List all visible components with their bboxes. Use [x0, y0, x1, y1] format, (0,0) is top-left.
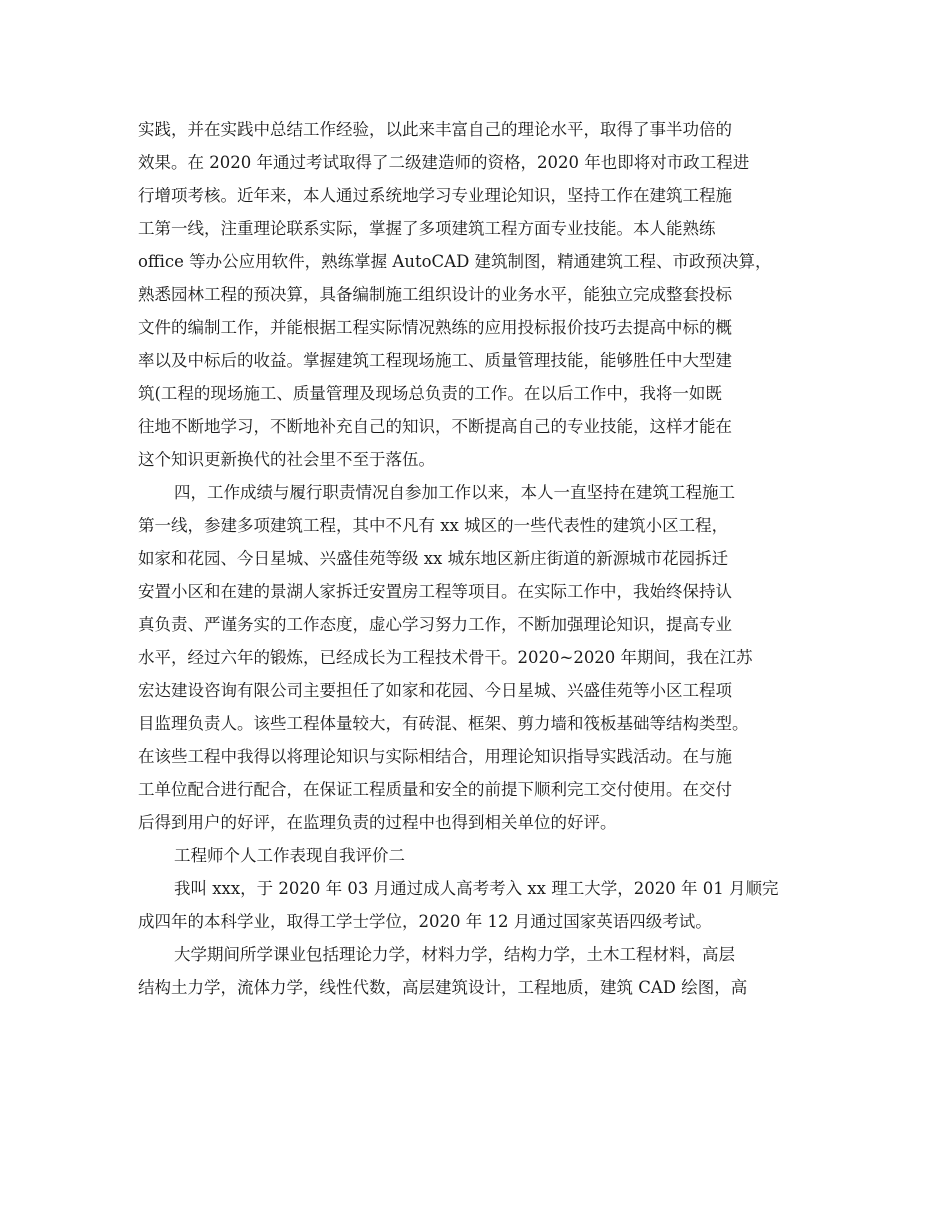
text-line: 率以及中标后的收益。掌握建筑工程现场施工、质量管理技能，能够胜任中大型建 — [138, 351, 732, 370]
text-line: 行增项考核。近年来，本人通过系统地学习专业理论知识，坚持工作在建筑工程施 — [138, 186, 732, 205]
text-line: 如家和花园、今日星城、兴盛佳苑等级 xx 城东地区新庄街道的新源城市花园拆迁 — [138, 549, 729, 568]
text-line: 工单位配合进行配合，在保证工程质量和安全的前提下顺利完工交付使用。在交付 — [138, 780, 732, 799]
text-line: 工第一线，注重理论联系实际，掌握了多项建筑工程方面专业技能。本人能熟练 — [138, 219, 716, 238]
text-line: 这个知识更新换代的社会里不至于落伍。 — [138, 450, 435, 469]
text-line: office 等办公应用软件，熟练掌握 AutoCAD 建筑制图，精通建筑工程、市政预决算， — [138, 252, 772, 271]
text-line: 真负责、严谨务实的工作态度，虚心学习努力工作，不断加强理论知识，提高专业 — [138, 615, 732, 634]
text-line: 文件的编制工作，并能根据工程实际情况熟练的应用投标报价技巧去提高中标的概 — [138, 318, 732, 337]
text-line: 成四年的本科学业，取得工学士学位，2020 年 12 月通过国家英语四级考试。 — [138, 912, 712, 931]
text-line: 安置小区和在建的景湖人家拆迁安置房工程等项目。在实际工作中，我始终保持认 — [138, 582, 732, 601]
text-line: 水平，经过六年的锻炼，已经成长为工程技术骨干。2020~2020 年期间，我在江苏 — [138, 648, 753, 667]
text-line: 往地不断地学习，不断地补充自己的知识，不断提高自己的专业技能，这样才能在 — [138, 417, 732, 436]
text-line: 筑(工程的现场施工、质量管理及现场总负责的工作。在以后工作中，我将一如既 — [138, 384, 722, 403]
text-line: 目监理负责人。该些工程体量较大，有砖混、框架、剪力墙和筏板基础等结构类型。 — [138, 714, 749, 733]
text-line: 效果。在 2020 年通过考试取得了二级建造师的资格，2020 年也即将对市政工程进 — [138, 153, 750, 172]
text-line: 宏达建设咨询有限公司主要担任了如家和花园、今日星城、兴盛佳苑等小区工程项 — [138, 681, 732, 700]
text-line: 实践，并在实践中总结工作经验，以此来丰富自己的理论水平，取得了事半功倍的 — [138, 120, 732, 139]
text-line: 后得到用户的好评，在监理负责的过程中也得到相关单位的好评。 — [138, 813, 617, 832]
text-line: 结构土力学，流体力学，线性代数，高层建筑设计，工程地质，建筑 CAD 绘图，高 — [138, 978, 748, 997]
text-line: 第一线，参建多项建筑工程，其中不凡有 xx 城区的一些代表性的建筑小区工程， — [138, 516, 729, 535]
section-heading: 工程师个人工作表现自我评价二 — [174, 846, 405, 865]
paragraph-first-line: 大学期间所学课业包括理论力学，材料力学，结构力学，土木工程材料，高层 — [174, 945, 735, 964]
paragraph-first-line: 我叫 xxx，于 2020 年 03 月通过成人高考考入 xx 理工大学，2020 年 01 月顺完 — [174, 879, 779, 898]
text-line: 在该些工程中我得以将理论知识与实际相结合，用理论知识指导实践活动。在与施 — [138, 747, 732, 766]
paragraph-first-line: 四，工作成绩与履行职责情况自参加工作以来，本人一直坚持在建筑工程施工 — [174, 483, 735, 502]
text-line: 熟悉园林工程的预决算，具备编制施工组织设计的业务水平，能独立完成整套投标 — [138, 285, 732, 304]
